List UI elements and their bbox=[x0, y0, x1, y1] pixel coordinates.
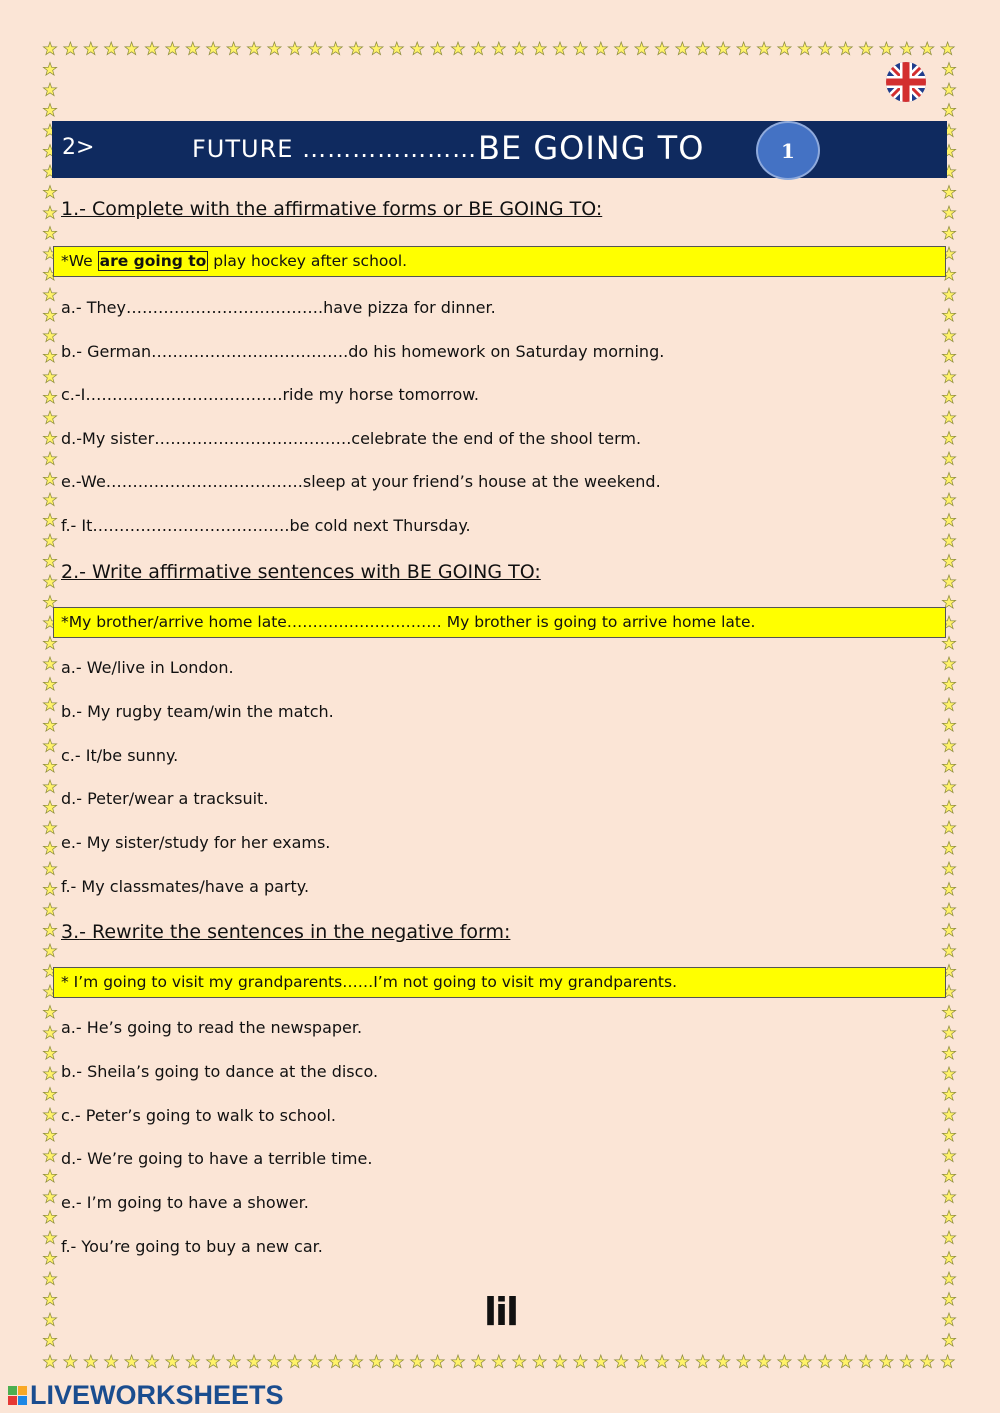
star-icon bbox=[268, 42, 281, 55]
star-icon bbox=[43, 391, 56, 404]
star-icon bbox=[43, 555, 56, 568]
star-icon bbox=[900, 42, 913, 55]
star-icon bbox=[942, 1006, 955, 1019]
star-icon bbox=[676, 1355, 689, 1368]
star-icon bbox=[43, 760, 56, 773]
star-icon bbox=[247, 1355, 260, 1368]
star-icon bbox=[839, 1355, 852, 1368]
star-icon bbox=[43, 1231, 56, 1244]
page-badge: 1 bbox=[756, 121, 820, 180]
lil-logo: lil bbox=[484, 1290, 518, 1334]
star-icon bbox=[839, 42, 852, 55]
star-icon bbox=[942, 1129, 955, 1142]
star-icon bbox=[43, 411, 56, 424]
star-icon bbox=[411, 1355, 424, 1368]
star-icon bbox=[43, 821, 56, 834]
star-icon bbox=[942, 924, 955, 937]
star-icon bbox=[942, 739, 955, 752]
star-icon bbox=[942, 186, 955, 199]
star-icon bbox=[798, 1355, 811, 1368]
star-icon bbox=[43, 452, 56, 465]
star-icon bbox=[43, 83, 56, 96]
star-icon bbox=[349, 42, 362, 55]
star-icon bbox=[43, 534, 56, 547]
star-icon bbox=[84, 42, 97, 55]
star-icon bbox=[329, 1355, 342, 1368]
s1-item-c: c.-I……………………………….ride my horse tomorrow. bbox=[61, 385, 479, 404]
star-icon bbox=[43, 1047, 56, 1060]
star-icon bbox=[43, 1088, 56, 1101]
star-icon bbox=[43, 719, 56, 732]
star-icon bbox=[533, 42, 546, 55]
star-icon bbox=[942, 1313, 955, 1326]
star-icon bbox=[942, 862, 955, 875]
s2-item-d: d.- Peter/wear a tracksuit. bbox=[61, 789, 269, 808]
example-answer: are going to bbox=[99, 252, 207, 270]
star-icon bbox=[676, 42, 689, 55]
s3-item-a: a.- He’s going to read the newspaper. bbox=[61, 1018, 363, 1037]
star-icon bbox=[942, 227, 955, 240]
star-icon bbox=[43, 309, 56, 322]
star-icon bbox=[43, 1129, 56, 1142]
section3-example: * I’m going to visit my grandparents……I’m not going to visit my grandparents. bbox=[53, 967, 946, 998]
star-icon bbox=[166, 42, 179, 55]
star-icon bbox=[942, 83, 955, 96]
star-icon bbox=[594, 42, 607, 55]
star-icon bbox=[941, 1355, 954, 1368]
section1-heading: 1.- Complete with the affirmative forms or BE GOING TO: bbox=[61, 198, 603, 220]
star-icon bbox=[43, 473, 56, 486]
title-future: FUTURE ………………… bbox=[192, 135, 478, 163]
star-icon bbox=[145, 42, 158, 55]
star-icon bbox=[942, 411, 955, 424]
star-icon bbox=[43, 227, 56, 240]
star-icon bbox=[942, 555, 955, 568]
star-icon bbox=[942, 493, 955, 506]
star-icon bbox=[64, 42, 77, 55]
s1-item-a: a.- They……………………………….have pizza for dinner. bbox=[61, 298, 496, 317]
section3-heading-prefix: 3. bbox=[61, 921, 80, 943]
star-icon bbox=[43, 739, 56, 752]
star-icon bbox=[431, 42, 444, 55]
star-icon bbox=[942, 1334, 955, 1347]
star-icon bbox=[513, 1355, 526, 1368]
s1-item-f: f.- It……………………………….be cold next Thursday. bbox=[61, 516, 471, 535]
star-icon bbox=[942, 637, 955, 650]
star-icon bbox=[942, 1231, 955, 1244]
star-icon bbox=[227, 42, 240, 55]
star-icon bbox=[942, 350, 955, 363]
star-icon bbox=[186, 1355, 199, 1368]
star-icon bbox=[717, 42, 730, 55]
star-icon bbox=[859, 42, 872, 55]
star-icon bbox=[43, 1272, 56, 1285]
star-icon bbox=[43, 288, 56, 301]
star-icon bbox=[574, 42, 587, 55]
star-icon bbox=[942, 1108, 955, 1121]
star-icon bbox=[268, 1355, 281, 1368]
star-icon bbox=[472, 1355, 485, 1368]
star-icon bbox=[942, 678, 955, 691]
star-icon bbox=[533, 1355, 546, 1368]
star-icon bbox=[942, 1190, 955, 1203]
star-icon bbox=[942, 821, 955, 834]
star-icon bbox=[942, 944, 955, 957]
star-icon bbox=[942, 1170, 955, 1183]
section1-example bbox=[53, 246, 946, 277]
liveworksheets-brand: LIVEWORKSHEETS bbox=[30, 1379, 284, 1410]
s3-item-e: e.- I’m going to have a shower. bbox=[61, 1193, 309, 1212]
s3-item-c: c.- Peter’s going to walk to school. bbox=[61, 1106, 337, 1125]
star-icon bbox=[43, 432, 56, 445]
star-icon bbox=[43, 1252, 56, 1265]
s3-item-b: b.- Sheila’s going to dance at the disco. bbox=[61, 1062, 379, 1081]
star-icon bbox=[942, 309, 955, 322]
star-icon bbox=[43, 883, 56, 896]
section2-example: *My brother/arrive home late………………………… My brother is going to arrive home late. bbox=[53, 607, 946, 638]
star-icon bbox=[942, 657, 955, 670]
star-icon bbox=[942, 1211, 955, 1224]
s2-item-e: e.- My sister/study for her exams. bbox=[61, 833, 331, 852]
star-icon bbox=[942, 534, 955, 547]
star-icon bbox=[737, 42, 750, 55]
star-icon bbox=[942, 473, 955, 486]
star-icon bbox=[921, 1355, 934, 1368]
star-icon bbox=[553, 1355, 566, 1368]
example-suffix: play hockey after school. bbox=[213, 252, 408, 270]
star-icon bbox=[43, 42, 56, 55]
section2-heading: 2.- Write affirmative sentences with BE GOING TO: bbox=[61, 561, 541, 583]
star-icon bbox=[942, 780, 955, 793]
star-icon bbox=[472, 42, 485, 55]
star-icon bbox=[43, 1355, 56, 1368]
example-prefix: *We bbox=[61, 252, 93, 270]
star-icon bbox=[737, 1355, 750, 1368]
liveworksheets-logo[interactable] bbox=[8, 1381, 284, 1409]
star-icon bbox=[574, 1355, 587, 1368]
star-icon bbox=[942, 760, 955, 773]
star-icon bbox=[942, 206, 955, 219]
s1-item-e: e.-We……………………………….sleep at your friend’s house at the weekend. bbox=[61, 472, 661, 491]
star-icon bbox=[942, 514, 955, 527]
star-icon bbox=[43, 657, 56, 670]
star-icon bbox=[43, 1293, 56, 1306]
star-icon bbox=[717, 1355, 730, 1368]
star-icon bbox=[615, 42, 628, 55]
star-icon bbox=[247, 42, 260, 55]
worksheet-number: 2> bbox=[62, 135, 95, 160]
star-icon bbox=[288, 1355, 301, 1368]
star-icon bbox=[43, 1211, 56, 1224]
star-icon bbox=[941, 42, 954, 55]
star-icon bbox=[880, 42, 893, 55]
star-icon bbox=[819, 42, 832, 55]
star-icon bbox=[492, 42, 505, 55]
s1-item-d: d.-My sister……………………………….celebrate the end of the shool term. bbox=[61, 429, 642, 448]
star-icon bbox=[43, 780, 56, 793]
star-icon bbox=[594, 1355, 607, 1368]
star-icon bbox=[43, 862, 56, 875]
star-icon bbox=[43, 698, 56, 711]
star-icon bbox=[309, 42, 322, 55]
star-icon bbox=[778, 42, 791, 55]
star-icon bbox=[778, 1355, 791, 1368]
star-icon bbox=[942, 842, 955, 855]
star-icon bbox=[207, 1355, 220, 1368]
star-icon bbox=[370, 1355, 383, 1368]
s3-item-d: d.- We’re going to have a terrible time. bbox=[61, 1149, 373, 1168]
star-icon bbox=[921, 42, 934, 55]
star-icon bbox=[43, 350, 56, 363]
star-icon bbox=[942, 903, 955, 916]
star-icon bbox=[227, 1355, 240, 1368]
star-icon bbox=[451, 1355, 464, 1368]
star-icon bbox=[43, 1313, 56, 1326]
star-icon bbox=[329, 42, 342, 55]
star-icon bbox=[43, 206, 56, 219]
star-icon bbox=[942, 883, 955, 896]
star-icon bbox=[942, 288, 955, 301]
star-icon bbox=[942, 1047, 955, 1060]
star-icon bbox=[942, 432, 955, 445]
star-icon bbox=[942, 63, 955, 76]
star-icon bbox=[655, 1355, 668, 1368]
star-icon bbox=[390, 42, 403, 55]
title-be-going-to: BE GOING TO bbox=[478, 129, 705, 167]
star-icon bbox=[513, 42, 526, 55]
star-icon bbox=[819, 1355, 832, 1368]
star-icon bbox=[43, 514, 56, 527]
star-icon bbox=[43, 186, 56, 199]
star-icon bbox=[492, 1355, 505, 1368]
s2-item-a: a.- We/live in London. bbox=[61, 658, 234, 677]
star-icon bbox=[43, 493, 56, 506]
star-icon bbox=[43, 1334, 56, 1347]
star-icon bbox=[431, 1355, 444, 1368]
star-icon bbox=[43, 842, 56, 855]
star-icon bbox=[43, 1067, 56, 1080]
star-icon bbox=[43, 903, 56, 916]
star-icon bbox=[43, 924, 56, 937]
star-icon bbox=[43, 678, 56, 691]
star-icon bbox=[125, 42, 138, 55]
star-icon bbox=[43, 1026, 56, 1039]
uk-flag-icon bbox=[886, 62, 926, 102]
star-icon bbox=[43, 1190, 56, 1203]
star-icon bbox=[125, 1355, 138, 1368]
star-icon bbox=[942, 452, 955, 465]
star-icon bbox=[696, 42, 709, 55]
star-icon bbox=[942, 1252, 955, 1265]
section3-heading bbox=[61, 921, 510, 943]
star-icon bbox=[105, 42, 118, 55]
star-icon bbox=[942, 329, 955, 342]
star-icon bbox=[757, 1355, 770, 1368]
s2-item-c: c.- It/be sunny. bbox=[61, 746, 179, 765]
star-icon bbox=[942, 719, 955, 732]
star-icon bbox=[635, 1355, 648, 1368]
star-icon bbox=[207, 42, 220, 55]
star-icon bbox=[615, 1355, 628, 1368]
star-icon bbox=[880, 1355, 893, 1368]
star-icon bbox=[43, 1006, 56, 1019]
star-icon bbox=[43, 944, 56, 957]
s1-item-b: b.- German……………………………….do his homework on Saturday morning. bbox=[61, 342, 665, 361]
star-icon bbox=[900, 1355, 913, 1368]
star-icon bbox=[166, 1355, 179, 1368]
star-icon bbox=[655, 42, 668, 55]
star-icon bbox=[186, 42, 199, 55]
star-icon bbox=[43, 637, 56, 650]
star-icon bbox=[696, 1355, 709, 1368]
star-icon bbox=[553, 42, 566, 55]
star-icon bbox=[370, 42, 383, 55]
star-icon bbox=[942, 698, 955, 711]
star-icon bbox=[942, 1067, 955, 1080]
star-icon bbox=[411, 42, 424, 55]
star-icon bbox=[942, 1272, 955, 1285]
star-icon bbox=[942, 370, 955, 383]
star-icon bbox=[942, 1026, 955, 1039]
star-icon bbox=[942, 391, 955, 404]
star-icon bbox=[390, 1355, 403, 1368]
s3-item-f: f.- You’re going to buy a new car. bbox=[61, 1237, 323, 1256]
star-icon bbox=[451, 42, 464, 55]
s2-item-b: b.- My rugby team/win the match. bbox=[61, 702, 334, 721]
star-icon bbox=[43, 104, 56, 117]
star-icon bbox=[288, 42, 301, 55]
star-icon bbox=[43, 1108, 56, 1121]
star-icon bbox=[859, 1355, 872, 1368]
star-icon bbox=[43, 63, 56, 76]
star-icon bbox=[942, 801, 955, 814]
section3-heading-text: - Rewrite the sentences in the negative form: bbox=[79, 921, 511, 943]
s2-item-f: f.- My classmates/have a party. bbox=[61, 877, 310, 896]
star-icon bbox=[635, 42, 648, 55]
star-icon bbox=[43, 370, 56, 383]
star-icon bbox=[309, 1355, 322, 1368]
star-icon bbox=[942, 1149, 955, 1162]
star-icon bbox=[105, 1355, 118, 1368]
star-icon bbox=[43, 329, 56, 342]
star-icon bbox=[145, 1355, 158, 1368]
star-icon bbox=[43, 1170, 56, 1183]
star-icon bbox=[942, 104, 955, 117]
star-icon bbox=[43, 1149, 56, 1162]
star-icon bbox=[798, 42, 811, 55]
star-icon bbox=[64, 1355, 77, 1368]
star-icon bbox=[757, 42, 770, 55]
liveworksheets-blocks-icon bbox=[8, 1386, 27, 1405]
star-icon bbox=[942, 1293, 955, 1306]
star-icon bbox=[942, 575, 955, 588]
star-icon bbox=[942, 1088, 955, 1101]
star-icon bbox=[84, 1355, 97, 1368]
star-icon bbox=[43, 575, 56, 588]
star-icon bbox=[349, 1355, 362, 1368]
star-icon bbox=[43, 801, 56, 814]
